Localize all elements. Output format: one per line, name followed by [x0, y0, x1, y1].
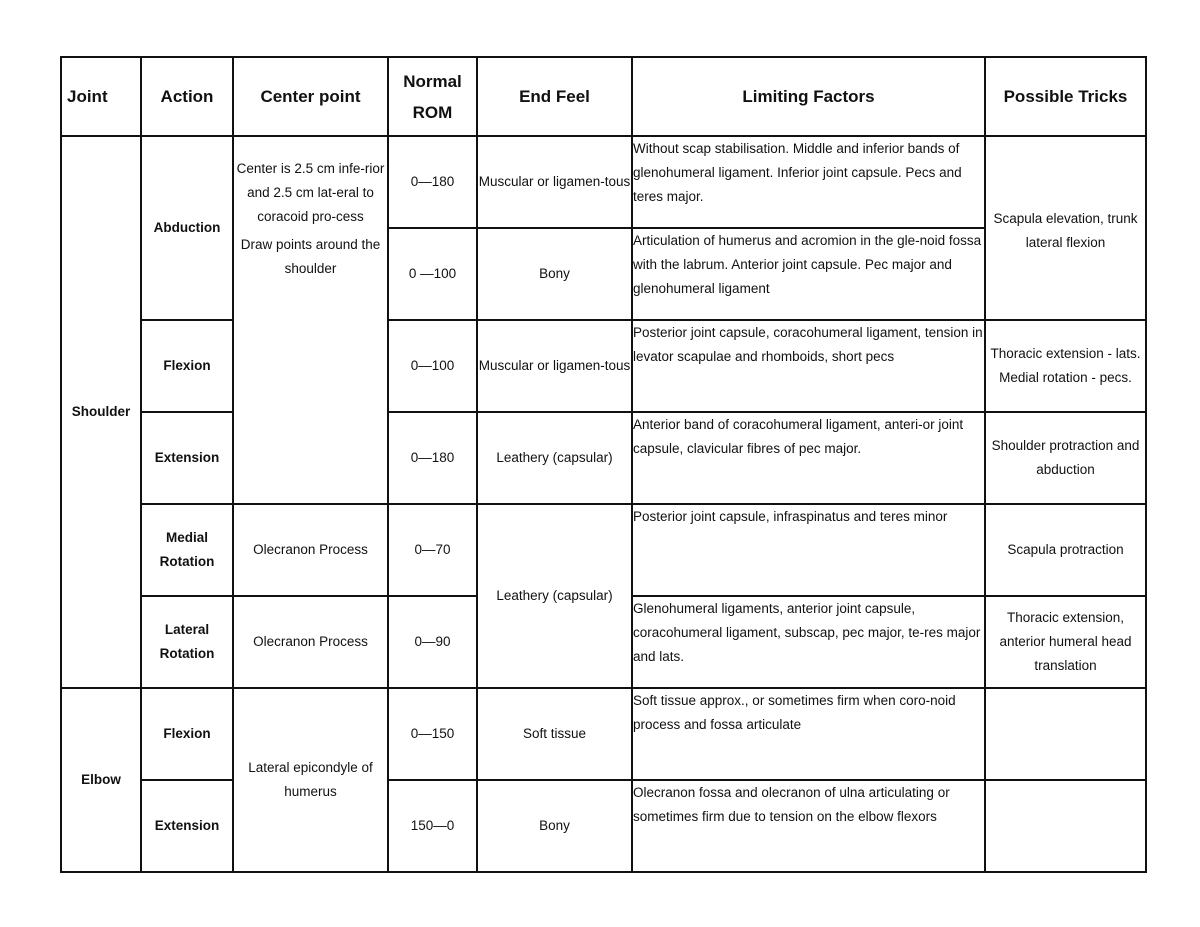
end-feel-elbow-extension: Bony: [477, 780, 632, 872]
limits-shoulder-flexion: Posterior joint capsule, coracohumeral ligament, tension in levator scapulae and rhomboids, short pecs: [632, 320, 985, 412]
header-normal-rom: Normal ROM: [388, 57, 477, 136]
limits-abduction-2: Articulation of humerus and acromion in the gle-noid fossa with the labrum. Anterior joint capsule. Pec major and glenohumeral ligament: [632, 228, 985, 320]
range-of-motion-table: [60, 56, 1147, 873]
rom-shoulder-extension: 0—180: [388, 412, 477, 504]
tricks-medial-rotation: Scapula protraction: [985, 504, 1146, 596]
limits-elbow-extension: Olecranon fossa and olecranon of ulna articulating or sometimes firm due to tension on the elbow flexors: [632, 780, 985, 872]
tricks-abduction: Scapula elevation, trunk lateral flexion: [985, 136, 1146, 320]
end-feel-abduction-1: Muscular or ligamen-tous: [477, 136, 632, 228]
action-elbow-flexion: Flexion: [141, 688, 233, 780]
action-elbow-extension: Extension: [141, 780, 233, 872]
tricks-elbow-extension: [985, 780, 1146, 872]
tricks-shoulder-flexion: Thoracic extension - lats. Medial rotation - pecs.: [985, 320, 1146, 412]
action-shoulder-extension: Extension: [141, 412, 233, 504]
rom-abduction-2: 0 —100: [388, 228, 477, 320]
end-feel-elbow-flexion: Soft tissue: [477, 688, 632, 780]
center-point-shoulder: [233, 136, 388, 504]
table-row: [61, 136, 1146, 228]
table-row: [61, 320, 1146, 412]
table-row: [61, 504, 1146, 596]
limits-abduction-1: Without scap stabilisation. Middle and inferior bands of glenohumeral ligament. Inferior joint capsule. Pecs and teres major.: [632, 136, 985, 228]
header-row: [61, 57, 1146, 136]
rom-abduction-1: 0—180: [388, 136, 477, 228]
table-row: [61, 688, 1146, 780]
header-center-point: Center point: [233, 57, 388, 136]
header-end-feel: End Feel: [477, 57, 632, 136]
end-feel-abduction-2: Bony: [477, 228, 632, 320]
table-row: [61, 780, 1146, 872]
tricks-elbow-flexion: [985, 688, 1146, 780]
header-joint: Joint: [61, 57, 141, 136]
center-point-lateral-rotation: Olecranon Process: [233, 596, 388, 688]
joint-elbow: Elbow: [61, 688, 141, 872]
action-medial-rotation: Medial Rotation: [141, 504, 233, 596]
header-action: Action: [141, 57, 233, 136]
center-point-elbow: Lateral epicondyle of humerus: [233, 688, 388, 872]
limits-elbow-flexion: Soft tissue approx., or sometimes firm when coro-noid process and fossa articulate: [632, 688, 985, 780]
header-possible-tricks: Possible Tricks: [985, 57, 1146, 136]
limits-shoulder-extension: Anterior band of coracohumeral ligament, anteri-or joint capsule, clavicular fibres of pec major.: [632, 412, 985, 504]
rom-medial-rotation: 0—70: [388, 504, 477, 596]
tricks-lateral-rotation: Thoracic extension, anterior humeral head translation: [985, 596, 1146, 688]
end-feel-shoulder-flexion: Muscular or ligamen-tous: [477, 320, 632, 412]
joint-shoulder: Shoulder: [61, 136, 141, 688]
header-limiting-factors: Limiting Factors: [632, 57, 985, 136]
table-row: [61, 412, 1146, 504]
action-lateral-rotation: Lateral Rotation: [141, 596, 233, 688]
end-feel-shoulder-extension: Leathery (capsular): [477, 412, 632, 504]
limits-lateral-rotation: Glenohumeral ligaments, anterior joint capsule, coracohumeral ligament, subscap, pec major, te-res major and lats.: [632, 596, 985, 688]
rom-elbow-extension: 150—0: [388, 780, 477, 872]
center-point-shoulder-note: Draw points around the shoulder: [240, 237, 381, 276]
center-point-medial-rotation: Olecranon Process: [233, 504, 388, 596]
action-shoulder-flexion: Flexion: [141, 320, 233, 412]
tricks-shoulder-extension: Shoulder protraction and abduction: [985, 412, 1146, 504]
rom-elbow-flexion: 0—150: [388, 688, 477, 780]
rom-shoulder-flexion: 0—100: [388, 320, 477, 412]
center-point-shoulder-text: Center is 2.5 cm infe-rior and 2.5 cm lat-eral to coracoid pro-cess: [236, 161, 385, 224]
limits-medial-rotation: Posterior joint capsule, infraspinatus and teres minor: [632, 504, 985, 596]
rom-lateral-rotation: 0—90: [388, 596, 477, 688]
action-abduction: Abduction: [141, 136, 233, 320]
end-feel-rotation: Leathery (capsular): [477, 504, 632, 688]
